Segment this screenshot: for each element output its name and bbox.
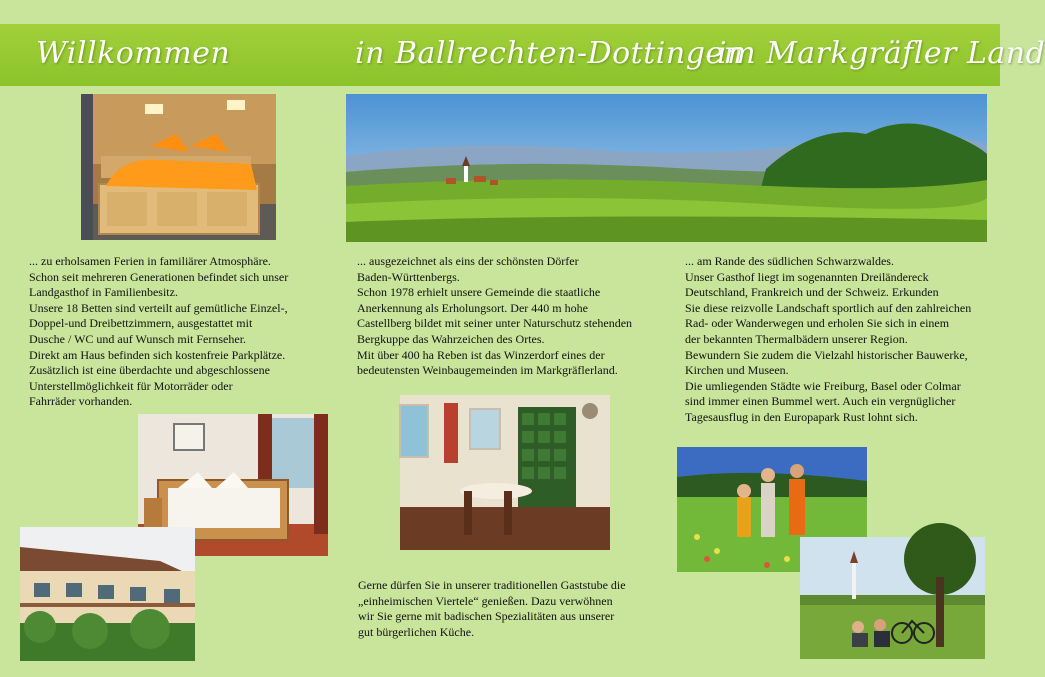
text-line: Doppel-und Dreibettzimmern, ausgestattet mit [29,316,253,331]
double-room-photo [81,94,276,240]
vineyard-panorama-photo [346,94,987,242]
text-line: Landgasthof in Familienbesitz. [29,285,178,300]
title-banner [0,24,1045,86]
text-line: Rad- oder Wanderwegen und erholen Sie sich in einem [685,316,950,331]
text-line: wir Sie gerne mit badischen Spezialitäten aus unserer [358,609,615,624]
text-line: Schon 1978 erhielt unsere Gemeinde die staatliche [357,285,601,300]
text-line: Castellberg bildet mit seiner unter Naturschutz stehenden [357,316,633,331]
region-text-column [685,254,971,426]
text-line: ... zu erholsamen Ferien in familiärer Atmosphäre. [29,254,271,268]
text-line: der bekannten Thermalbädern unserer Region. [685,331,908,346]
banner-welcome: Willkommen [36,36,231,71]
text-line: Dusche / WC und auf Wunsch mit Fernseher. [29,331,247,346]
banner-region: im Markgräfler Land [717,36,1045,71]
text-line: ... ausgezeichnet als eins der schönsten Dörfer [357,254,579,268]
text-line: Schon seit mehreren Generationen befindet sich unser [29,269,289,284]
village-text-column [357,254,632,379]
text-line: Gerne dürfen Sie in unserer traditionellen Gaststube die [358,578,626,592]
text-line: Zusätzlich ist eine überdachte und abgeschlossene [29,363,270,378]
text-line: gut bürgerlichen Küche. [358,624,475,639]
text-line: Kirchen und Museen. [685,363,789,378]
tiled-stove-guest-room-photo [400,395,610,550]
guesthouse-building-photo [20,527,195,661]
guest-room-text [358,578,626,640]
text-line: Sie diese reizvolle Landschaft sportlich auf den zahlreichen [685,300,972,315]
text-line: ... am Rande des südlichen Schwarzwaldes. [685,254,894,268]
text-line: sind immer einen Bummel wert. Auch ein vergnüglicher [685,394,956,409]
banner-place: in Ballrechten-Dottingen [355,36,744,71]
text-line: Tagesausflug in den Europapark Rust lohnt sich. [685,409,918,424]
text-line: Deutschland, Frankreich und der Schweiz. Erkunden [685,285,939,300]
text-line: Die umliegenden Städte wie Freiburg, Basel oder Colmar [685,378,961,393]
text-line: Unser Gasthof liegt im sogenannten Dreiländereck [685,269,929,284]
text-line: bedeutensten Weinbaugemeinden im Markgräflerland. [357,363,618,378]
text-line: Direkt am Haus befinden sich kostenfreie Parkplätze. [29,347,286,362]
text-line: Unterstellmöglichkeit für Motorräder oder [29,378,233,393]
text-line: Unsere 18 Betten sind verteilt auf gemütliche Einzel-, [29,300,288,315]
text-line: Bewundern Sie zudem die Vielzahl historischer Bauwerke, [685,347,968,362]
text-line: „einheimischen Viertele“ genießen. Dazu verwöhnen [358,593,613,608]
intro-text-column [29,254,288,410]
text-line: Anerkennung als Erholungsort. Der 440 m hohe [357,300,588,315]
text-line: Baden-Württenbergs. [357,269,460,284]
text-line: Bergkuppe das Wahrzeichen des Ortes. [357,331,545,346]
cyclists-resting-photo [800,537,985,659]
text-line: Fahrräder vorhanden. [29,394,133,409]
text-line: Mit über 400 ha Reben ist das Winzerdorf eines der [357,347,605,362]
